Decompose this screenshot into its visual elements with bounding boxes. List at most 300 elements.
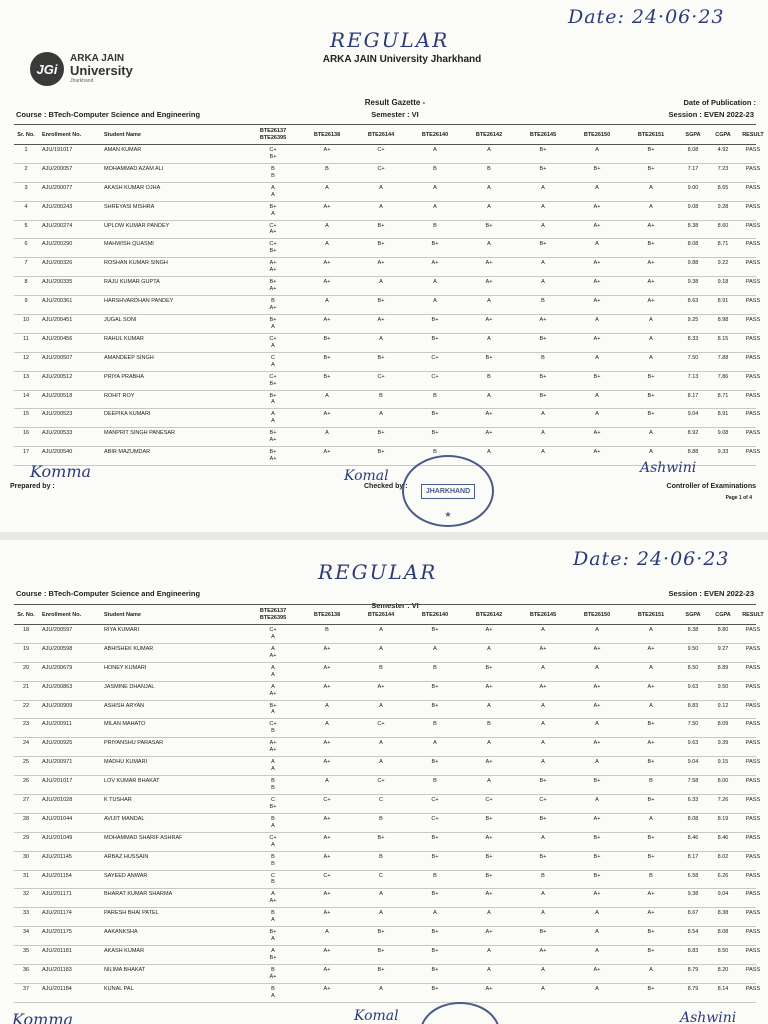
header-bte26151: BTE26151 <box>637 131 665 138</box>
cell-g8: B+ <box>647 759 655 766</box>
cell-g5: A <box>487 645 491 652</box>
table-row <box>14 239 761 258</box>
cell-bte26137: B A+ <box>269 298 277 311</box>
cell-g5: A+ <box>485 317 493 324</box>
cell-g3: A+ <box>377 260 385 267</box>
header-sr: Sr. No. <box>17 611 35 618</box>
handwritten-regular: REGULAR <box>330 28 450 52</box>
cell-g8: B <box>649 778 653 785</box>
cell-g7: A <box>595 627 599 633</box>
cell-bte26137: B A <box>271 910 275 924</box>
cell-en: AJU/201044 <box>42 815 73 822</box>
cell-g6: A <box>541 430 545 437</box>
cell-bte26137: C+ B+ <box>269 147 277 160</box>
cell-name: DEEPIKA KUMARI <box>104 411 151 418</box>
cell-g4: B+ <box>431 834 439 841</box>
handwritten-date-2: Date: 24·06·23 <box>573 548 730 570</box>
table-row <box>14 965 761 984</box>
cell-g6: A <box>541 834 545 841</box>
cell-res: PASS <box>745 411 761 418</box>
cell-g8: B+ <box>647 985 655 992</box>
handwritten-date: Date: 24·06·23 <box>568 6 725 28</box>
cell-name: RIYA KUMARI <box>104 627 140 633</box>
cell-g5: B <box>487 373 491 380</box>
cell-bte26137: C+ A <box>269 834 277 848</box>
cell-cgpa: 9.28 <box>717 203 729 210</box>
cell-g5: A <box>487 967 491 974</box>
header-bte26144: BTE26144 <box>367 611 395 618</box>
cell-g7: A+ <box>593 298 601 305</box>
cell-g5: A+ <box>485 891 493 898</box>
cell-g3: B+ <box>377 222 385 229</box>
cell-g5: A+ <box>485 683 493 690</box>
header-bte26138: BTE26138 <box>313 611 341 618</box>
cell-g5: A+ <box>485 929 493 936</box>
cell-g3: A <box>379 910 383 917</box>
table-row <box>14 409 761 428</box>
cell-cgpa: 9.27 <box>717 645 729 652</box>
cell-g8: A <box>649 627 653 633</box>
cell-sr: 19 <box>22 645 30 652</box>
cell-sr: 32 <box>22 891 30 898</box>
cell-name: AMANDEEP SINGH <box>104 354 154 361</box>
cell-cgpa: 9.08 <box>717 430 729 437</box>
cell-g3: A <box>379 279 383 286</box>
cell-en: AJU/200597 <box>42 627 73 633</box>
cell-en: AJU/201183 <box>42 967 72 974</box>
table-row <box>14 682 761 701</box>
cell-sgpa: 8.88 <box>687 449 699 456</box>
cell-cgpa: 8.00 <box>717 778 729 785</box>
cell-g8: A+ <box>647 645 655 652</box>
cell-g5: A <box>487 298 491 305</box>
cell-g7: A+ <box>593 683 601 690</box>
seal-star-icon: ★ <box>444 510 452 519</box>
table-row <box>14 372 761 391</box>
header-bte26142: BTE26142 <box>475 611 503 618</box>
cell-en: AJU/200518 <box>42 392 73 399</box>
cell-g5: A <box>487 740 491 747</box>
cell-name: K TUSHAR <box>104 797 132 804</box>
cell-name: RAHUL KUMAR <box>104 335 144 342</box>
cell-bte26137: C+ B+ <box>269 373 277 387</box>
cell-g5: B <box>487 721 491 728</box>
cell-g3: C <box>379 872 383 879</box>
header-bte26150: BTE26150 <box>583 611 611 618</box>
cell-sr: 26 <box>22 778 30 785</box>
cell-g5: A <box>487 449 491 456</box>
cell-sgpa: 8.54 <box>687 929 699 936</box>
cell-res: PASS <box>745 354 761 361</box>
cell-cgpa: 8.50 <box>717 948 729 955</box>
cell-g2: A+ <box>323 910 331 917</box>
cell-g5: B+ <box>485 222 493 229</box>
header-cgpa: CGPA <box>715 131 731 138</box>
cell-cgpa: 8.80 <box>717 627 729 633</box>
header-bte26140: BTE26140 <box>421 131 449 138</box>
cell-sgpa: 9.25 <box>687 317 699 324</box>
cell-en: AJU/200679 <box>42 664 73 671</box>
cell-cgpa: 8.65 <box>717 184 729 191</box>
cell-g5: C+ <box>485 797 493 804</box>
cell-g4: A+ <box>431 260 439 267</box>
cell-g4: A <box>433 184 437 191</box>
session-label-2: Session : EVEN 2022-23 <box>668 589 754 598</box>
table-row <box>14 814 761 833</box>
cell-name: MANPRIT SINGH PANESAR <box>104 430 176 437</box>
cell-g8: A+ <box>647 298 655 305</box>
cell-g4: B <box>433 392 437 399</box>
cell-name: JASMINE DHANJAL <box>104 683 155 690</box>
cell-g4: B+ <box>431 627 439 633</box>
cell-sr: 8 <box>24 279 28 286</box>
cell-g4: B <box>433 721 437 728</box>
cell-g6: B+ <box>539 373 547 380</box>
cell-g2: A+ <box>323 664 331 671</box>
cell-g6: A <box>541 910 545 917</box>
cell-sr: 35 <box>22 948 30 955</box>
cell-cgpa: 8.91 <box>717 411 729 418</box>
cell-g7: A+ <box>593 740 601 747</box>
cell-cgpa: 7.23 <box>717 165 729 172</box>
cell-sr: 3 <box>24 184 28 191</box>
table-row <box>14 946 761 965</box>
cell-sgpa: 7.13 <box>687 373 699 380</box>
cell-g3: A <box>379 985 383 992</box>
cell-sgpa: 9.88 <box>687 260 699 267</box>
table-row <box>14 908 761 927</box>
cell-sgpa: 6.33 <box>687 797 699 804</box>
cell-g3: B+ <box>377 298 385 305</box>
cell-g4: B+ <box>431 702 439 709</box>
cell-en: AJU/200507 <box>42 354 73 361</box>
cell-cgpa: 8.71 <box>717 392 729 399</box>
cell-en: AJU/200274 <box>42 222 73 229</box>
cell-res: PASS <box>745 430 761 437</box>
table-row <box>14 391 761 410</box>
cell-name: AKASH KUMAR OJHA <box>104 184 161 191</box>
cell-bte26137: A B+ <box>269 948 277 962</box>
cell-res: PASS <box>745 797 761 804</box>
cell-res: PASS <box>745 317 761 324</box>
table-row <box>14 644 761 663</box>
cell-g2: B <box>325 627 329 633</box>
cell-g6: B+ <box>539 929 547 936</box>
cell-en: AJU/200077 <box>42 184 73 191</box>
cell-g6: B+ <box>539 335 547 342</box>
cell-res: PASS <box>745 241 761 248</box>
cell-cgpa: 8.09 <box>717 721 729 728</box>
cell-g6: B+ <box>539 778 547 785</box>
cell-bte26137: A A+ <box>269 891 277 905</box>
cell-en: AJU/200451 <box>42 317 73 324</box>
cell-cgpa: 4.92 <box>717 147 729 153</box>
table-row <box>14 927 761 946</box>
cell-g3: A <box>379 627 383 633</box>
header-result: RESULT <box>742 131 764 138</box>
cell-g8: A+ <box>647 891 655 898</box>
cell-sr: 4 <box>24 203 28 210</box>
cell-name: ABHISHEK KUMAR <box>104 645 154 652</box>
table-row <box>14 984 761 1003</box>
cell-en: AJU/200290 <box>42 241 73 248</box>
cell-g5: A <box>487 910 491 917</box>
cell-g6: A <box>541 702 545 709</box>
table-row <box>14 164 761 183</box>
cell-sgpa: 8.38 <box>687 627 699 633</box>
cell-bte26137: C+ A <box>269 335 277 349</box>
cell-en: AJU/200533 <box>42 430 73 437</box>
gazette-title: Result Gazette - <box>364 98 426 107</box>
cell-g6: A+ <box>539 683 547 690</box>
header-bte26137: BTE26137 BTE26395 <box>259 607 287 621</box>
cell-g6: A+ <box>539 317 547 324</box>
cell-sgpa: 8.08 <box>687 815 699 822</box>
cell-g6: A <box>541 967 545 974</box>
cell-g4: B <box>433 778 437 785</box>
cell-sgpa: 8.08 <box>687 241 699 248</box>
cell-g4: A <box>433 298 437 305</box>
cell-g8: B <box>649 872 653 879</box>
cell-g6: A <box>541 627 545 633</box>
cell-g4: C+ <box>431 354 439 361</box>
cell-bte26137: C+ A+ <box>269 222 277 236</box>
cell-g6: A <box>541 740 545 747</box>
cell-g2: A <box>325 778 329 785</box>
cell-name: AAKANKSHA <box>104 929 138 936</box>
cell-g6: A <box>541 759 545 766</box>
page-number: Page 1 of 4 <box>725 495 752 501</box>
cell-g8: A <box>649 449 653 456</box>
cell-g3: A <box>379 411 383 418</box>
cell-g6: A+ <box>539 645 547 652</box>
cell-g2: A+ <box>323 683 331 690</box>
cell-g2: A+ <box>323 985 331 992</box>
cell-res: PASS <box>745 449 761 456</box>
cell-g3: A <box>379 891 383 898</box>
cell-res: PASS <box>745 298 761 305</box>
header-enrollment: Enrollment No. <box>42 131 82 138</box>
cell-g4: C+ <box>431 815 439 822</box>
cell-en: AJU/201175 <box>42 929 72 936</box>
cell-g2: A+ <box>323 815 331 822</box>
cell-g7: A+ <box>593 430 601 437</box>
cell-g7: A <box>595 241 599 248</box>
cell-cgpa: 8.46 <box>717 834 729 841</box>
cell-g2: B <box>325 165 329 172</box>
cell-g4: A <box>433 740 437 747</box>
cell-res: PASS <box>745 260 761 267</box>
header-bte26140: BTE26140 <box>421 611 449 618</box>
cell-name: JUGAL SONI <box>104 317 137 324</box>
cell-sr: 27 <box>22 797 30 804</box>
cell-g2: A <box>325 929 329 936</box>
table-row <box>14 663 761 682</box>
cell-g7: A+ <box>593 203 601 210</box>
cell-bte26137: B B <box>271 853 275 867</box>
cell-bte26137: B B <box>271 778 275 791</box>
cell-g3: A <box>379 203 383 210</box>
table-body-page-1 <box>14 145 761 466</box>
cell-bte26137: C+ A <box>269 627 277 640</box>
cell-en: AJU/201049 <box>42 834 73 841</box>
cell-g4: A <box>433 910 437 917</box>
cell-g2: A+ <box>323 740 331 747</box>
table-row <box>14 334 761 353</box>
cell-g3: A <box>379 702 383 709</box>
cell-res: PASS <box>745 373 761 380</box>
cell-g7: A <box>595 392 599 399</box>
cell-g3: A <box>379 335 383 342</box>
header-bte26137: BTE26137 BTE26395 <box>259 127 287 141</box>
table-row <box>14 625 761 644</box>
course-label-2: Course : BTech-Computer Science and Engineering <box>16 589 201 598</box>
cell-g8: B+ <box>647 392 655 399</box>
cell-g6: A <box>541 279 545 286</box>
cell-g3: B <box>379 664 383 671</box>
table-body-page-2 <box>14 625 761 1003</box>
cell-g2: A+ <box>323 967 331 974</box>
cell-sr: 20 <box>22 664 30 671</box>
cell-g5: A <box>487 948 491 955</box>
cell-g7: A+ <box>593 967 601 974</box>
cell-g5: B+ <box>485 664 493 671</box>
cell-sgpa: 9.04 <box>687 759 699 766</box>
cell-name: BHARAT KUMAR SHARMA <box>104 891 173 898</box>
cell-bte26137: B+ A <box>269 392 277 406</box>
cell-res: PASS <box>745 627 761 633</box>
cell-g5: B <box>487 165 491 172</box>
cell-bte26137: A A <box>271 184 275 198</box>
cell-g6: B+ <box>539 392 547 399</box>
cell-g8: B+ <box>647 853 655 860</box>
cell-sr: 13 <box>22 373 30 380</box>
cell-sgpa: 8.33 <box>687 335 699 342</box>
cell-name: SHREYASI MISHRA <box>104 203 155 210</box>
header-sgpa: SGPA <box>685 131 701 138</box>
cell-g2: A+ <box>323 317 331 324</box>
cell-cgpa: 9.15 <box>717 759 729 766</box>
cell-cgpa: 7.88 <box>717 354 729 361</box>
table-header-2 <box>14 604 764 625</box>
cell-sgpa: 9.38 <box>687 279 699 286</box>
cell-g2: A+ <box>323 449 331 456</box>
cell-g5: A <box>487 778 491 785</box>
cell-en: AJU/200540 <box>42 449 73 456</box>
cell-g5: A <box>487 335 491 342</box>
seal-text: JHARKHAND <box>421 484 475 499</box>
cell-g8: A+ <box>647 683 655 690</box>
cell-g7: A+ <box>593 645 601 652</box>
cell-g2: B+ <box>323 373 331 380</box>
cell-sr: 6 <box>24 241 28 248</box>
header-result: RESULT <box>742 611 764 618</box>
cell-g2: A <box>325 430 329 437</box>
cell-bte26137: B B <box>271 165 275 179</box>
cell-sr: 29 <box>22 834 30 841</box>
cell-g4: B+ <box>431 241 439 248</box>
table-row <box>14 183 761 202</box>
cell-g8: B+ <box>647 241 655 248</box>
cell-en: AJU/201017 <box>42 778 73 785</box>
cell-g6: B+ <box>539 241 547 248</box>
cell-g8: A <box>649 354 653 361</box>
header-bte26144: BTE26144 <box>367 131 395 138</box>
cell-en: AJU/201181 <box>42 948 72 955</box>
cell-g2: A <box>325 298 329 305</box>
cell-g6: B+ <box>539 147 547 153</box>
cell-res: PASS <box>745 778 761 785</box>
cell-en: AJU/200335 <box>42 279 73 286</box>
results-table <box>14 124 764 466</box>
cell-en: AJU/191017 <box>42 147 73 153</box>
cell-g3: C+ <box>377 147 385 153</box>
cell-bte26137: A+ A+ <box>269 740 277 754</box>
cell-cgpa: 8.08 <box>717 929 729 936</box>
cell-g7: A <box>595 354 599 361</box>
cell-cgpa: 9.18 <box>717 279 729 286</box>
cell-g5: B+ <box>485 815 493 822</box>
cell-g3: A+ <box>377 683 385 690</box>
cell-cgpa: 8.71 <box>717 241 729 248</box>
cell-g4: A <box>433 203 437 210</box>
cell-g2: B+ <box>323 335 331 342</box>
cell-cgpa: 8.15 <box>717 335 729 342</box>
cell-name: ROHIT ROY <box>104 392 135 399</box>
cell-name: AMAN KUMAR <box>104 147 142 153</box>
cell-g8: A+ <box>647 740 655 747</box>
table-row <box>14 757 761 776</box>
cell-name: AVIJIT MANDAL <box>104 815 145 822</box>
cell-bte26137: B+ A <box>269 203 277 217</box>
cell-g4: B+ <box>431 985 439 992</box>
cell-sgpa: 8.63 <box>687 298 699 305</box>
logo-line-2: University <box>70 63 133 78</box>
cell-g7: A+ <box>593 335 601 342</box>
cell-sr: 10 <box>22 317 30 324</box>
cell-sr: 25 <box>22 759 30 766</box>
header-name: Student Name <box>104 131 141 138</box>
table-row <box>14 277 761 296</box>
cell-en: AJU/201174 <box>42 910 72 917</box>
cell-g7: B+ <box>593 853 601 860</box>
cell-sr: 14 <box>22 392 30 399</box>
cell-sgpa: 8.17 <box>687 853 699 860</box>
cell-sgpa: 8.83 <box>687 702 699 709</box>
checked-by-label: Checked by : <box>364 483 408 490</box>
cell-sr: 11 <box>23 335 29 342</box>
cell-g5: A+ <box>485 834 493 841</box>
cell-cgpa: 8.60 <box>717 222 729 229</box>
logo-line-3: Jharkhand <box>70 78 94 84</box>
cell-g8: B+ <box>647 165 655 172</box>
cell-g7: A+ <box>593 815 601 822</box>
controller-label: Controller of Examinations <box>666 483 756 490</box>
cell-g6: B+ <box>539 165 547 172</box>
cell-sgpa: 9.08 <box>687 203 699 210</box>
cell-name: AKASH KUMAR <box>104 948 145 955</box>
cell-bte26137: B+ A <box>269 702 277 716</box>
cell-sgpa: 8.08 <box>687 147 699 153</box>
cell-g3: A <box>379 645 383 652</box>
cell-g7: A+ <box>593 279 601 286</box>
cell-sr: 36 <box>22 967 30 974</box>
table-row <box>14 202 761 221</box>
cell-g2: A <box>325 702 329 709</box>
cell-sr: 34 <box>22 929 30 936</box>
cell-g3: B+ <box>377 967 385 974</box>
cell-g4: A <box>433 279 437 286</box>
